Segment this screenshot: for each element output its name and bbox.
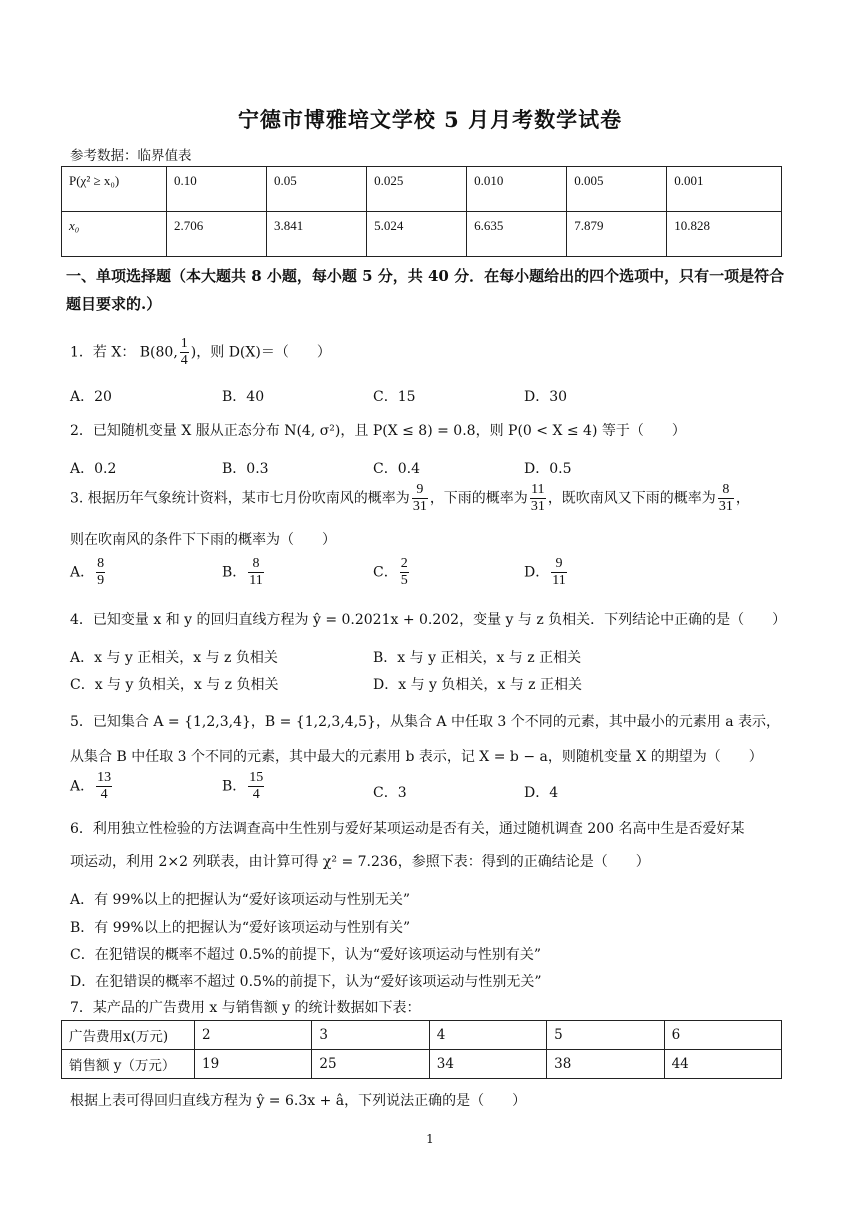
fraction-denominator: 11: [249, 573, 263, 588]
option-d: D．在犯错误的概率不超过 0.5%的前提下，认为“爱好该项运动与性别无关”: [70, 974, 542, 990]
table-cell: 6: [664, 1021, 781, 1050]
question-1-stem-a: 1．若 X： B(80,: [70, 344, 178, 361]
table-cell: 34: [429, 1050, 546, 1079]
table-header-cell: P(χ² ≥ x₀): [62, 167, 167, 212]
question-2: 2．已知随机变量 X 服从正态分布 N(4, σ²)，且 P(X ≤ 8) = 0.8，则 P(0 < X ≤ 4) 等于（ ）: [70, 423, 686, 439]
option-d: D．30: [524, 389, 568, 405]
fraction-numerator: 9: [551, 556, 566, 573]
option-a: A．20: [70, 389, 112, 405]
option-a: [70, 556, 107, 589]
option-a: A．0.2: [70, 461, 117, 477]
fraction: [248, 556, 263, 589]
question-4: 4．已知变量 x 和 y 的回归直线方程为 ŷ = 0.2021x + 0.202，变量 y 与 z 负相关．下列结论中正确的是（ ）: [70, 612, 787, 628]
option-c: C．x 与 y 负相关，x 与 z 负相关: [70, 677, 279, 693]
option-c: [373, 556, 411, 589]
fraction-denominator: 9: [97, 573, 105, 588]
option-b: B．40: [222, 389, 265, 405]
fraction-denominator: 31: [718, 499, 733, 514]
fraction: [400, 556, 409, 589]
fraction: [248, 770, 264, 803]
option-b: B．x 与 y 正相关，x 与 z 正相关: [373, 650, 582, 666]
question-6-line-2: 项运动，利用 2×2 列联表，由计算可得 χ² = 7.236，参照下表：得到的正确结论是（ ）: [70, 854, 650, 870]
option-b: [222, 556, 266, 589]
fraction-denominator: 4: [100, 787, 108, 802]
fraction: [718, 482, 734, 515]
fraction-denominator: 31: [530, 499, 545, 514]
option-label: B．: [222, 564, 247, 581]
table-header-cell: 销售额 y（万元）: [62, 1050, 195, 1079]
fraction-numerator: 8: [718, 482, 734, 499]
fraction-denominator: 11: [552, 573, 566, 588]
question-3-text: ，: [735, 490, 750, 507]
page-title: 宁德市博雅培文学校 5 月月考数学试卷: [237, 107, 623, 132]
reference-label: 参考数据：临界值表: [70, 148, 192, 164]
table-cell: 5.024: [367, 212, 467, 257]
fraction: [96, 556, 105, 589]
table-cell: 0.010: [467, 167, 567, 212]
option-c: C．15: [373, 389, 416, 405]
option-c: C．3: [373, 785, 407, 801]
table-cell: 44: [664, 1050, 781, 1079]
option-c: C．0.4: [373, 461, 420, 477]
question-5-line-1: 5．已知集合 A = {1,2,3,4}，B = {1,2,3,4,5}，从集合 A 中任取 3 个不同的元素，其中最小的元素用 a 表示，: [70, 714, 781, 730]
table-cell: 0.001: [667, 167, 782, 212]
table-cell: 38: [547, 1050, 664, 1079]
question-1: [70, 336, 331, 369]
section-heading: 一、单项选择题（本大题共 8 小题，每小题 5 分，共 40 分．在每小题给出的四个选项中，只有一项是符合题目要求的.）: [66, 267, 785, 313]
table-cell: 25: [312, 1050, 429, 1079]
question-3-line-2: 则在吹南风的条件下下雨的概率为（ ）: [70, 532, 336, 548]
fraction-denominator: 4: [252, 787, 260, 802]
fraction-numerator: 9: [412, 482, 428, 499]
option-label: B．: [222, 778, 247, 795]
fraction-numerator: 15: [249, 770, 264, 785]
option-b: [222, 770, 266, 803]
table-header-cell: 广告费用x(万元): [62, 1021, 195, 1050]
table-cell: 5: [547, 1021, 664, 1050]
fraction: [180, 336, 189, 369]
question-3-text: ，下雨的概率为: [429, 490, 528, 507]
option-d: D．4: [524, 785, 559, 801]
fraction-numerator: 2: [400, 556, 408, 571]
fraction: [412, 482, 428, 515]
option-d: D．x 与 y 负相关，x 与 z 正相关: [373, 677, 583, 693]
fraction-denominator: 31: [412, 499, 427, 514]
question-6-line-1: 6．利用独立性检验的方法调查高中生性别与爱好某项运动是否有关，通过随机调查 200 名高中生是否爱好某: [70, 821, 745, 837]
option-d: D．0.5: [524, 461, 572, 477]
fraction: [551, 556, 566, 589]
table-cell: 0.005: [567, 167, 667, 212]
table-cell: 10.828: [667, 212, 782, 257]
option-label: A．: [70, 778, 95, 795]
option-b: B．0.3: [222, 461, 269, 477]
table-cell: 0.025: [367, 167, 467, 212]
option-b: B．有 99%以上的把握认为“爱好该项运动与性别有关”: [70, 920, 411, 936]
table-cell: 0.05: [267, 167, 367, 212]
fraction: [530, 482, 546, 515]
table-cell: 3: [312, 1021, 429, 1050]
option-a: A．x 与 y 正相关，x 与 z 负相关: [70, 650, 278, 666]
option-d: [524, 556, 569, 589]
fraction-numerator: 13: [97, 770, 112, 785]
option-a: [70, 770, 114, 803]
question-3: [70, 482, 750, 515]
page-number: 1: [426, 1132, 434, 1146]
table-cell: 19: [195, 1050, 312, 1079]
table-cell: 2: [195, 1021, 312, 1050]
advertising-data-table: [61, 1020, 782, 1079]
table-cell: 2.706: [167, 212, 267, 257]
fraction: [96, 770, 112, 803]
table-cell: 6.635: [467, 212, 567, 257]
table-cell: 3.841: [267, 212, 367, 257]
option-label: C．: [373, 564, 398, 581]
option-label: D．: [524, 564, 550, 581]
question-3-text: 3. 根据历年气象统计资料，某市七月份吹南风的概率为: [70, 490, 410, 507]
fraction-denominator: 4: [180, 353, 188, 368]
fraction-numerator: 8: [97, 556, 105, 571]
option-c: C．在犯错误的概率不超过 0.5%的前提下，认为“爱好该项运动与性别有关”: [70, 947, 542, 963]
question-7-after: 根据上表可得回归直线方程为 ŷ = 6.3x + â，下列说法正确的是（ ）: [70, 1093, 527, 1109]
fraction-denominator: 5: [400, 573, 408, 588]
fraction-numerator: 8: [248, 556, 263, 573]
critical-value-table: [61, 166, 782, 257]
question-5-line-2: 从集合 B 中任取 3 个不同的元素，其中最大的元素用 b 表示，记 X = b − a，则随机变量 X 的期望为（ ）: [70, 749, 763, 765]
question-7: 7．某产品的广告费用 x 与销售额 y 的统计数据如下表：: [70, 1000, 421, 1016]
question-3-text: ，既吹南风又下雨的概率为: [547, 490, 716, 507]
table-cell: 4: [429, 1021, 546, 1050]
option-a: A．有 99%以上的把握认为“爱好该项运动与性别无关”: [70, 892, 410, 908]
option-label: A．: [70, 564, 95, 581]
table-cell: 0.10: [167, 167, 267, 212]
question-1-stem-b: )，则 D(X)＝（ ）: [190, 344, 331, 361]
table-header-cell: x₀: [62, 212, 167, 257]
fraction-numerator: 1: [180, 336, 188, 351]
fraction-numerator: 11: [531, 482, 545, 497]
table-cell: 7.879: [567, 212, 667, 257]
